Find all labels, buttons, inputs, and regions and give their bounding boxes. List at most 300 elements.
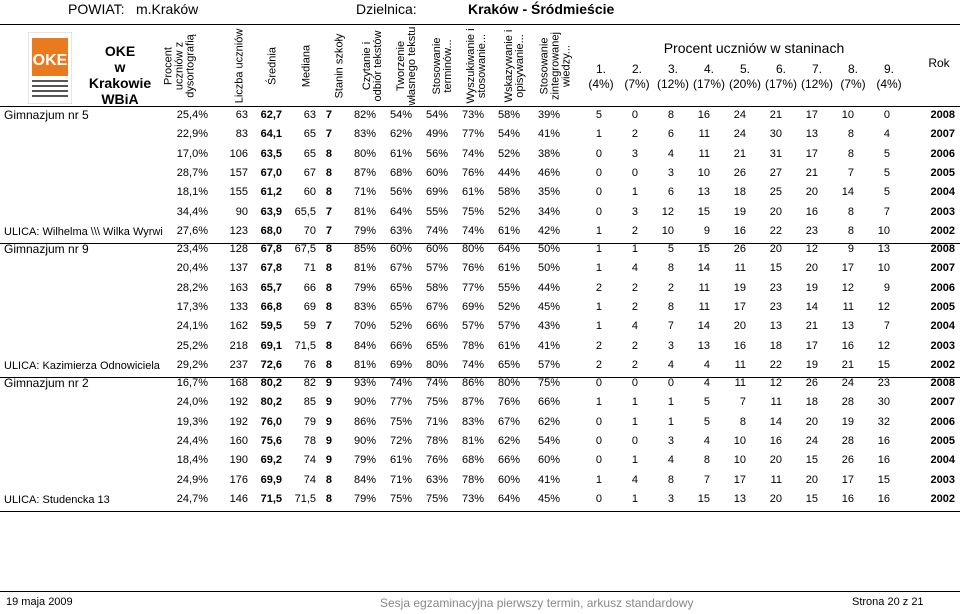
table-cell: 11 — [770, 396, 782, 409]
table-cell: 5 — [883, 147, 890, 160]
table-cell: 1 — [595, 224, 602, 237]
table-cell: 11 — [770, 473, 782, 486]
table-cell: 68% — [389, 166, 412, 179]
table-cell: 80,2 — [260, 377, 282, 389]
col-srednia: Średnia — [266, 47, 279, 85]
table-cell: 6 — [667, 186, 674, 199]
table-cell: 10 — [877, 262, 890, 275]
table-cell: 61% — [389, 454, 412, 467]
table-cell: 65% — [389, 300, 412, 313]
table-cell: 16 — [841, 492, 854, 505]
table-cell: 21 — [841, 358, 854, 371]
table-cell: 61% — [497, 339, 520, 352]
powiat-value: m.Kraków — [136, 1, 199, 17]
table-cell: 63% — [425, 473, 448, 486]
table-cell: 67,5 — [294, 243, 316, 255]
table-cell: 59,5 — [260, 320, 282, 333]
table-cell: 1 — [667, 396, 674, 409]
table-cell: 71% — [389, 473, 412, 486]
table-cell: 23 — [769, 300, 782, 313]
table-cell: 9 — [325, 434, 332, 447]
table-cell: 2 — [631, 128, 638, 141]
table-cell: 24 — [733, 109, 746, 121]
table-cell: 2008 — [930, 109, 955, 121]
table-cell: 74% — [461, 358, 484, 371]
school-address: ULICA: Kazimierza Odnowiciela — [4, 359, 160, 372]
table-cell: 4 — [703, 377, 710, 389]
table-cell: 86% — [353, 415, 376, 428]
table-cell: 74 — [303, 454, 316, 467]
table-cell: 21 — [733, 147, 746, 160]
table-cell: 7 — [739, 396, 746, 409]
table-cell: 23 — [877, 377, 890, 389]
table-cell: 67,8 — [260, 262, 282, 275]
table-cell: 162 — [229, 320, 248, 333]
table-cell: 55% — [497, 281, 520, 294]
school-name: Gimnazjum nr 9 — [4, 242, 89, 256]
table-cell: 30 — [769, 128, 782, 141]
table-cell: 8 — [325, 166, 332, 179]
table-cell: 17 — [841, 473, 854, 486]
table-cell: 13 — [805, 128, 818, 141]
table-cell: 3 — [667, 492, 674, 505]
col-czytanie: Czytanie i odbiór tekstów — [361, 30, 384, 102]
table-cell: 87% — [353, 166, 376, 179]
table-cell: 2002 — [930, 224, 955, 237]
table-cell: 65% — [425, 339, 448, 352]
table-cell: 7 — [883, 205, 890, 218]
table-cell: 26 — [733, 243, 746, 255]
table-cell: 8 — [703, 454, 710, 467]
table-cell: 8 — [325, 339, 332, 352]
table-cell: 168 — [229, 377, 248, 389]
table-cell: 57% — [497, 320, 520, 333]
table-cell: 75% — [425, 492, 448, 505]
table-cell: 83% — [461, 415, 484, 428]
table-cell: 28 — [841, 396, 854, 409]
table-cell: 9 — [325, 377, 332, 389]
table-cell: 63% — [389, 224, 412, 237]
stanin-header: 1. (4%) — [588, 62, 614, 91]
table-cell: 78 — [303, 434, 316, 447]
table-cell: 11 — [734, 262, 746, 275]
table-cell: 24,1% — [176, 320, 208, 333]
table-cell: 71% — [353, 186, 376, 199]
table-cell: 12 — [769, 377, 782, 389]
table-cell: 54% — [425, 109, 448, 121]
table-cell: 0 — [595, 205, 602, 218]
table-cell: 8 — [667, 262, 674, 275]
table-cell: 8 — [325, 186, 332, 199]
table-cell: 4 — [631, 473, 638, 486]
table-cell: 20 — [805, 473, 818, 486]
table-cell: 46% — [537, 166, 560, 179]
table-cell: 8 — [325, 358, 332, 371]
table-cell: 10 — [841, 109, 854, 121]
table-cell: 5 — [667, 243, 674, 255]
table-cell: 66% — [389, 339, 412, 352]
table-cell: 16 — [877, 454, 890, 467]
table-cell: 4 — [631, 320, 638, 333]
table-cell: 0 — [631, 166, 638, 179]
table-cell: 32 — [877, 415, 890, 428]
table-cell: 0 — [667, 377, 674, 389]
table-cell: 71,5 — [294, 339, 316, 352]
stanin-header: 5. (20%) — [728, 62, 761, 91]
table-cell: 35% — [537, 186, 560, 199]
table-cell: 21 — [805, 320, 818, 333]
table-cell: 85 — [303, 396, 316, 409]
table-cell: 54% — [497, 128, 520, 141]
table-cell: 63 — [235, 109, 248, 121]
table-cell: 71 — [303, 262, 316, 275]
table-cell: 9 — [325, 454, 332, 467]
table-cell: 12 — [877, 339, 890, 352]
table-cell: 69,9 — [260, 473, 282, 486]
table-cell: 85% — [353, 243, 376, 255]
table-cell: 7 — [883, 320, 890, 333]
table-cell: 17 — [805, 147, 818, 160]
table-cell: 11 — [698, 300, 710, 313]
table-cell: 20 — [805, 186, 818, 199]
table-cell: 237 — [229, 358, 248, 371]
table-cell: 69,1 — [260, 339, 282, 352]
table-cell: 17 — [733, 300, 746, 313]
table-cell: 79% — [353, 492, 376, 505]
table-cell: 71,5 — [294, 492, 316, 505]
table-cell: 44% — [537, 281, 560, 294]
table-cell: 63,9 — [260, 205, 282, 218]
table-cell: 39% — [537, 109, 560, 121]
table-cell: 7 — [325, 109, 332, 121]
footer-session: Sesja egzaminacyjna pierwszy termin, arkusz standardowy — [380, 596, 694, 610]
table-cell: 5 — [703, 396, 710, 409]
table-cell: 81% — [461, 434, 484, 447]
table-cell: 59 — [303, 320, 316, 333]
table-cell: 2 — [595, 339, 602, 352]
table-cell: 58% — [497, 109, 520, 121]
table-cell: 74 — [303, 473, 316, 486]
table-cell: 74% — [389, 377, 412, 389]
table-cell: 87% — [461, 396, 484, 409]
table-cell: 1 — [631, 396, 638, 409]
table-cell: 8 — [847, 224, 854, 237]
table-cell: 90% — [353, 434, 376, 447]
table-cell: 50% — [537, 243, 560, 255]
table-cell: 81% — [353, 262, 376, 275]
table-cell: 3 — [667, 339, 674, 352]
table-cell: 1 — [595, 262, 602, 275]
table-cell: 67 — [303, 166, 316, 179]
stanin-percent-title: Procent uczniów w staninach — [663, 40, 845, 56]
table-cell: 73% — [461, 109, 484, 121]
table-cell: 2 — [631, 281, 638, 294]
table-cell: 176 — [229, 473, 248, 486]
table-cell: 81% — [353, 205, 376, 218]
table-cell: 80% — [353, 147, 376, 160]
col-tworzenie: Tworzenie własnego tekstu — [395, 26, 418, 106]
table-cell: 2005 — [930, 166, 955, 179]
table-cell: 26 — [733, 166, 746, 179]
table-cell: 78% — [425, 434, 448, 447]
dzielnica-value: Kraków - Śródmieście — [468, 1, 615, 17]
table-cell: 79% — [353, 454, 376, 467]
table-cell: 83% — [353, 300, 376, 313]
table-cell: 2008 — [930, 377, 955, 389]
table-cell: 2003 — [930, 205, 955, 218]
table-cell: 83% — [353, 128, 376, 141]
table-cell: 2006 — [930, 281, 955, 294]
stanin-header: 4. (17%) — [692, 62, 725, 91]
table-cell: 69% — [425, 186, 448, 199]
table-cell: 19,3% — [176, 415, 208, 428]
table-cell: 16 — [769, 434, 782, 447]
table-cell: 8 — [325, 300, 332, 313]
table-cell: 29,2% — [176, 358, 208, 371]
table-cell: 57% — [461, 320, 484, 333]
table-cell: 79% — [353, 224, 376, 237]
table-cell: 0 — [595, 166, 602, 179]
table-cell: 58% — [425, 281, 448, 294]
table-cell: 3 — [667, 434, 674, 447]
table-cell: 11 — [698, 281, 710, 294]
table-cell: 2004 — [930, 320, 955, 333]
table-cell: 0 — [595, 492, 602, 505]
table-cell: 19 — [805, 281, 818, 294]
table-cell: 14 — [805, 300, 818, 313]
table-cell: 13 — [877, 243, 890, 255]
table-cell: 75% — [389, 415, 412, 428]
table-cell: 2002 — [930, 358, 955, 371]
table-cell: 66% — [425, 320, 448, 333]
table-cell: 31 — [769, 147, 782, 160]
table-cell: 18 — [769, 339, 782, 352]
table-cell: 80% — [461, 243, 484, 255]
table-cell: 7 — [325, 128, 332, 141]
table-cell: 61,2 — [260, 186, 282, 199]
table-cell: 79% — [353, 281, 376, 294]
table-cell: 8 — [667, 473, 674, 486]
table-cell: 18 — [805, 396, 818, 409]
table-cell: 2007 — [930, 262, 955, 275]
table-cell: 5 — [883, 166, 890, 179]
table-cell: 66% — [497, 454, 520, 467]
stanin-header: 6. (17%) — [764, 62, 797, 91]
table-cell: 1 — [595, 473, 602, 486]
table-cell: 76% — [497, 396, 520, 409]
table-cell: 20,4% — [176, 262, 208, 275]
table-cell: 0 — [595, 147, 602, 160]
col-liczba: Liczba uczniów — [233, 28, 246, 104]
footer-page-number: Strona 20 z 21 — [852, 596, 924, 608]
table-cell: 160 — [229, 434, 248, 447]
table-cell: 5 — [883, 186, 890, 199]
table-cell: 11 — [734, 377, 746, 389]
table-cell: 20 — [805, 262, 818, 275]
table-cell: 2 — [631, 358, 638, 371]
table-cell: 15 — [877, 358, 890, 371]
table-cell: 15 — [697, 492, 710, 505]
table-cell: 1 — [631, 492, 638, 505]
table-cell: 146 — [229, 492, 248, 505]
table-cell: 9 — [325, 396, 332, 409]
table-cell: 70% — [353, 320, 376, 333]
stanin-header: 9. (4%) — [876, 62, 902, 91]
table-cell: 28,7% — [176, 166, 208, 179]
table-cell: 12 — [805, 243, 818, 255]
table-cell: 0 — [631, 377, 638, 389]
table-cell: 73% — [461, 492, 484, 505]
table-cell: 2004 — [930, 186, 955, 199]
table-cell: 17 — [733, 473, 746, 486]
table-cell: 64% — [497, 243, 520, 255]
table-cell: 23,4% — [176, 243, 208, 255]
table-cell: 192 — [229, 396, 248, 409]
table-cell: 24 — [805, 434, 818, 447]
table-cell: 8 — [325, 243, 332, 255]
table-cell: 68,0 — [260, 224, 282, 237]
table-cell: 22 — [769, 358, 782, 371]
table-cell: 52% — [497, 205, 520, 218]
table-cell: 16 — [877, 434, 890, 447]
table-cell: 14 — [697, 320, 710, 333]
table-cell: 2002 — [930, 492, 955, 505]
table-cell: 60% — [537, 454, 560, 467]
table-cell: 19 — [733, 205, 746, 218]
table-cell: 12 — [661, 205, 674, 218]
table-cell: 8 — [325, 281, 332, 294]
table-cell: 75,6 — [260, 434, 282, 447]
table-cell: 23 — [805, 224, 818, 237]
table-cell: 28,2% — [176, 281, 208, 294]
table-cell: 13 — [733, 492, 746, 505]
table-cell: 0 — [595, 415, 602, 428]
table-cell: 22,9% — [176, 128, 208, 141]
table-cell: 56% — [425, 147, 448, 160]
school-address: ULICA: Studencka 13 — [4, 493, 110, 506]
table-cell: 72,6 — [260, 358, 282, 371]
table-cell: 75% — [389, 492, 412, 505]
table-cell: 1 — [631, 243, 638, 255]
table-cell: 75% — [537, 377, 560, 389]
table-cell: 4 — [703, 358, 710, 371]
table-cell: 8 — [325, 473, 332, 486]
table-cell: 54% — [537, 434, 560, 447]
table-cell: 15 — [877, 473, 890, 486]
table-cell: 17 — [841, 262, 854, 275]
table-cell: 10 — [877, 224, 890, 237]
table-cell: 74% — [425, 224, 448, 237]
table-cell: 16 — [841, 339, 854, 352]
table-cell: 21 — [769, 109, 782, 121]
table-cell: 54% — [389, 109, 412, 121]
stanin-header: 8. (7%) — [840, 62, 866, 91]
table-cell: 75% — [425, 396, 448, 409]
table-cell: 15 — [697, 243, 710, 255]
table-cell: 62% — [497, 434, 520, 447]
table-cell: 24,9% — [176, 473, 208, 486]
table-cell: 1 — [631, 186, 638, 199]
table-cell: 3 — [667, 166, 674, 179]
table-cell: 13 — [769, 320, 782, 333]
table-cell: 60% — [389, 243, 412, 255]
table-cell: 45% — [537, 492, 560, 505]
table-cell: 2005 — [930, 300, 955, 313]
table-cell: 0 — [595, 186, 602, 199]
table-cell: 57% — [425, 262, 448, 275]
table-cell: 69,2 — [260, 454, 282, 467]
table-cell: 8 — [667, 300, 674, 313]
table-cell: 65% — [389, 281, 412, 294]
table-cell: 60% — [497, 473, 520, 486]
table-cell: 90 — [235, 205, 248, 218]
table-cell: 77% — [461, 281, 484, 294]
table-cell: 74% — [461, 224, 484, 237]
table-cell: 1 — [595, 300, 602, 313]
table-cell: 24,7% — [176, 492, 208, 505]
table-cell: 63 — [303, 109, 316, 121]
col-stosowanie-zintegrowanej: Stosowanie zintegrowanej wiedzy... — [538, 32, 573, 100]
table-cell: 81% — [353, 358, 376, 371]
table-cell: 76 — [303, 358, 316, 371]
table-cell: 19 — [733, 281, 746, 294]
col-rok: Rok — [928, 56, 950, 70]
table-cell: 10 — [697, 166, 710, 179]
table-cell: 8 — [847, 147, 854, 160]
table-cell: 2006 — [930, 415, 955, 428]
table-cell: 7 — [703, 473, 710, 486]
table-cell: 14 — [697, 262, 710, 275]
table-cell: 65 — [303, 128, 316, 141]
table-cell: 52% — [497, 300, 520, 313]
table-cell: 2005 — [930, 434, 955, 447]
table-cell: 69 — [303, 300, 316, 313]
table-cell: 65% — [497, 358, 520, 371]
table-cell: 0 — [595, 454, 602, 467]
table-cell: 2 — [595, 281, 602, 294]
table-cell: 58% — [497, 186, 520, 199]
stanin-header: 7. (12%) — [800, 62, 833, 91]
table-cell: 61% — [461, 186, 484, 199]
svg-text:OKE: OKE — [32, 52, 68, 69]
table-cell: 41% — [537, 128, 560, 141]
table-cell: 4 — [703, 434, 710, 447]
table-cell: 80% — [425, 358, 448, 371]
table-cell: 19 — [841, 415, 854, 428]
table-cell: 20 — [805, 415, 818, 428]
table-cell: 18,1% — [176, 186, 208, 199]
table-cell: 24 — [841, 377, 854, 389]
table-cell: 66% — [537, 396, 560, 409]
table-cell: 28 — [841, 434, 854, 447]
oke-title: OKE w Krakowie WBiA — [88, 43, 152, 107]
table-cell: 12 — [841, 281, 854, 294]
table-cell: 30 — [877, 396, 890, 409]
table-cell: 5 — [595, 109, 602, 121]
table-cell: 86% — [461, 377, 484, 389]
table-cell: 7 — [667, 320, 674, 333]
table-cell: 11 — [842, 300, 854, 313]
school-name: Gimnazjum nr 5 — [4, 108, 89, 122]
table-cell: 0 — [883, 109, 890, 121]
table-cell: 5 — [703, 415, 710, 428]
table-cell: 52% — [497, 147, 520, 160]
table-cell: 20 — [769, 454, 782, 467]
table-cell: 62% — [389, 128, 412, 141]
table-cell: 1 — [595, 128, 602, 141]
table-cell: 1 — [667, 415, 674, 428]
table-cell: 133 — [229, 300, 248, 313]
